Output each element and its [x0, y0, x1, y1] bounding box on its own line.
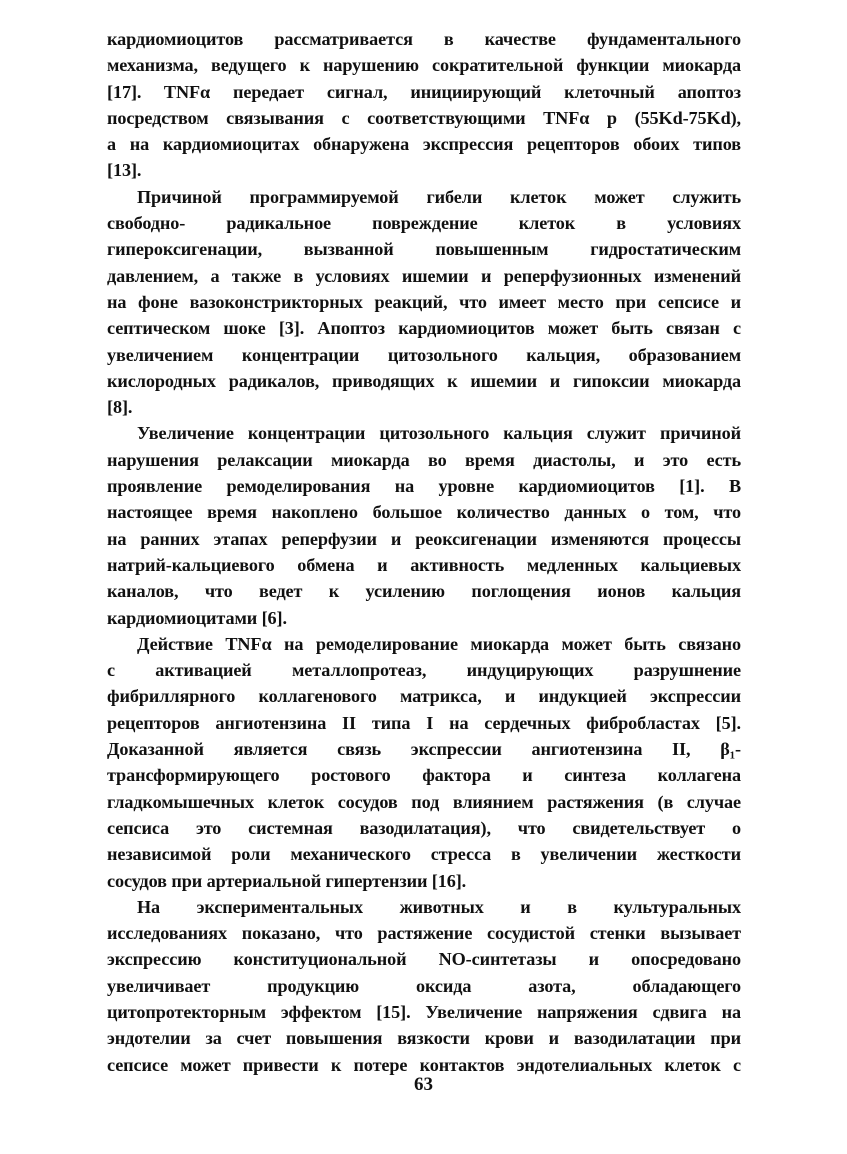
text-line: Увеличение концентрации цитозольного кальция служит причиной [137, 423, 741, 444]
text-line: Действие TNFα на ремоделирование миокарда может быть связано [137, 633, 741, 654]
text-line: гладкомышечных клеток сосудов под влиянием растяжения (в случае [107, 791, 741, 812]
text-line: независимой роли механического стресса в увеличении жесткости [107, 844, 741, 865]
text-line: эндотелии за счет повышения вязкости крови и вазодилатации при [107, 1028, 741, 1049]
page-number: 63 [414, 1074, 433, 1095]
text-line: [8]. [107, 397, 133, 418]
text-line: на фоне вазоконстрикторных реакций, что имеет место при сепсисе и [107, 291, 741, 312]
text-line: сепсиса это системная вазодилатация), что свидетельствует о [107, 817, 741, 838]
text-line: экспрессию конституциональной NO-синтетазы и опосредовано [107, 949, 741, 970]
text-line: посредством связывания с соответствующими TNFα р (55Kd-75Kd), [107, 107, 741, 128]
text-line: [13]. [107, 160, 142, 181]
text-line: сепсисе может привести к потере контактов эндотелиальных клеток с [107, 1054, 741, 1075]
text-line: увеличением концентрации цитозольного кальция, образованием [107, 344, 741, 365]
text-line: цитопротекторным эффектом [15]. Увеличение напряжения сдвига на [107, 1001, 741, 1022]
text-line: рецепторов ангиотензина II типа I на сердечных фибробластах [5]. [107, 712, 741, 733]
text-line: свободно- радикальное повреждение клеток в условиях [107, 213, 741, 234]
text-line: кислородных радикалов, приводящих к ишемии и гипоксии миокарда [107, 370, 741, 391]
text-line: фибриллярного коллагенового матрикса, и индукцией экспрессии [107, 686, 741, 707]
text-line: нарушения релаксации миокарда во время диастолы, и это есть [107, 449, 741, 470]
text-line: гипероксигенации, вызванной повышенным гидростатическим [107, 239, 741, 260]
text-line: а на кардиомиоцитах обнаружена экспрессия рецепторов обоих типов [107, 134, 741, 155]
text-line: механизма, ведущего к нарушению сократительной функции миокарда [107, 55, 741, 76]
text-line: проявление ремоделирования на уровне кардиомиоцитов [1]. В [107, 476, 741, 497]
text-line: На экспериментальных животных и в культуральных [137, 896, 741, 917]
text-line: сосудов при артериальной гипертензии [16]. [107, 870, 467, 891]
text-line: [17]. TNFα передает сигнал, инициирующий клеточный апоптоз [107, 81, 741, 102]
text-line: кардиомиоцитами [6]. [107, 607, 287, 628]
text-line: с активацией металлопротеаз, индуцирующих разрушнение [107, 660, 741, 681]
text-line: септическом шоке [3]. Апоптоз кардиомиоцитов может быть связан с [107, 318, 741, 339]
text-line: трансформирующего ростового фактора и синтеза коллагена [107, 765, 741, 786]
body-text [107, 26, 741, 1078]
text-line: Доказанной является связь экспрессии ангиотензина II, β₁- [107, 739, 741, 760]
text-line: настоящее время накоплено большое количество данных о том, что [107, 502, 741, 523]
text-line: увеличивает продукцию оксида азота, обладающего [107, 975, 741, 996]
text-line: Причиной программируемой гибели клеток может служить [137, 186, 741, 207]
text-line: на ранних этапах реперфузии и реоксигенации изменяются процессы [107, 528, 741, 549]
text-line: давлением, а также в условиях ишемии и реперфузионных изменений [107, 265, 741, 286]
text-line: исследованиях показано, что растяжение сосудистой стенки вызывает [107, 923, 741, 944]
text-line: натрий-кальциевого обмена и активность медленных кальциевых [107, 554, 741, 575]
text-line: кардиомиоцитов рассматривается в качестве фундаментального [107, 29, 741, 49]
text-line: каналов, что ведет к усилению поглощения ионов кальция [107, 581, 741, 602]
